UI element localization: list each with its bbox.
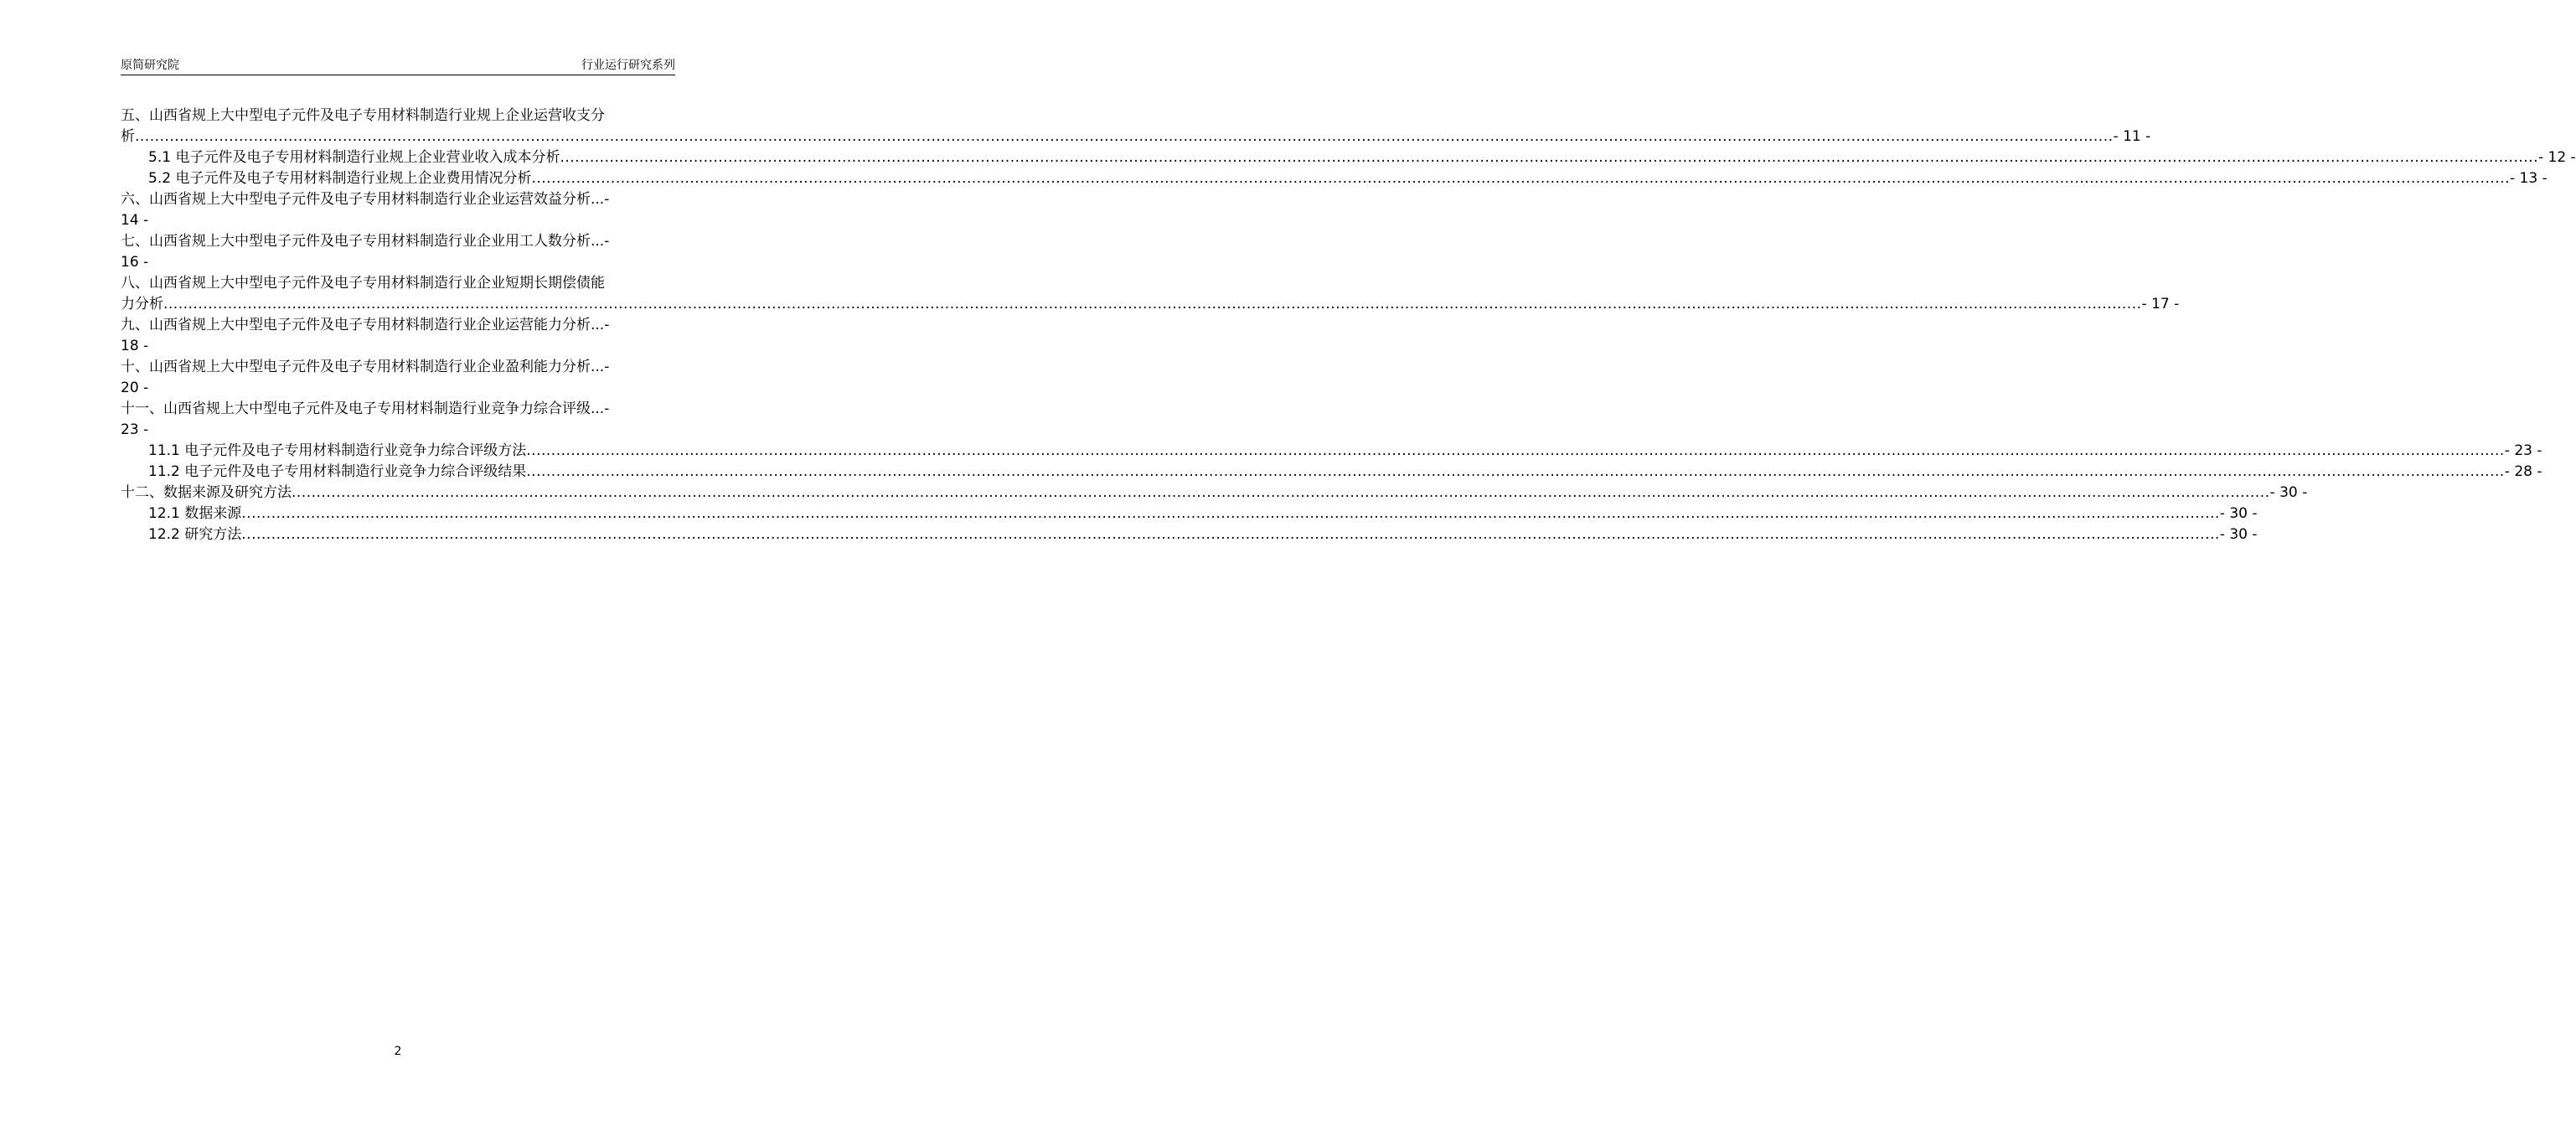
toc-leader-dots: ................................................................................................................................................................................................................................................................................................................................................................................................................	[526, 442, 2505, 459]
toc-entry-page: - 13 -	[2509, 170, 2548, 187]
toc-entry-title: 力分析	[121, 296, 163, 312]
toc-leader-dots: ................................................................................................................................................................................................................................................................................................................................................................................................................	[531, 170, 2510, 187]
toc-leader-dots: ................................................................................................................................................................................................................................................................................................................................................................................................................	[292, 484, 2270, 501]
toc-entry-page: - 28 -	[2504, 463, 2542, 480]
toc-leader-dots: ................................................................................................................................................................................................................................................................................................................................................................................................................	[163, 296, 2142, 312]
toc-entry[interactable]: 八、山西省规上大中型电子元件及电子专用材料制造行业企业短期长期偿债能	[121, 275, 605, 292]
toc-entry-title: 析	[121, 128, 135, 145]
toc-entry-page: - 30 -	[2219, 505, 2258, 522]
page-header	[121, 55, 675, 75]
toc-leader-dots: ................................................................................................................................................................................................................................................................................................................................................................................................................	[526, 463, 2505, 480]
toc-entry-title: 11.2 电子元件及电子专用材料制造行业竞争力综合评级结果	[148, 463, 527, 480]
toc-entry-title: 5.2 电子元件及电子专用材料制造行业规上企业费用情况分析	[148, 170, 532, 187]
toc-entry-page: - 30 -	[2219, 526, 2258, 543]
toc-entry-row[interactable]	[121, 483, 2308, 504]
toc-entry-row[interactable]	[121, 127, 2151, 147]
toc-entry-row[interactable]	[121, 168, 2548, 189]
toc-entry-row[interactable]	[121, 147, 2576, 168]
toc-entry-page: - 30 -	[2269, 484, 2308, 501]
toc-entry-row[interactable]	[121, 524, 2258, 545]
toc-entry-page: 23 -	[121, 421, 149, 438]
toc-entry-row[interactable]	[121, 441, 2542, 462]
toc-entry-page: 20 -	[121, 380, 149, 396]
toc-entry-title: 11.1 电子元件及电子专用材料制造行业竞争力综合评级方法	[148, 442, 527, 459]
toc-entry-title: 十二、数据来源及研究方法	[121, 484, 292, 501]
toc-entry-page: - 17 -	[2141, 296, 2180, 312]
toc-leader-dots: ................................................................................................................................................................................................................................................................................................................................................................................................................	[135, 128, 2114, 145]
header-series: 行业运行研究系列	[581, 59, 675, 72]
page-number: 2	[394, 1045, 402, 1058]
toc-entry-page: 16 -	[121, 254, 149, 271]
toc-entry-page: 18 -	[121, 338, 149, 354]
toc-entry-page: - 11 -	[2113, 128, 2151, 145]
toc-entry[interactable]: 十、山西省规上大中型电子元件及电子专用材料制造行业企业盈利能力分析...-	[121, 359, 610, 375]
toc-leader-dots: ................................................................................................................................................................................................................................................................................................................................................................................................................	[241, 526, 2220, 543]
toc-entry-page: - 12 -	[2537, 149, 2576, 166]
toc-leader-dots: ................................................................................................................................................................................................................................................................................................................................................................................................................	[560, 149, 2538, 166]
toc-entry-title: 5.1 电子元件及电子专用材料制造行业规上企业营业收入成本分析	[148, 149, 560, 166]
toc-entry-page: 14 -	[121, 212, 149, 229]
toc-entry-row[interactable]	[121, 294, 2180, 315]
table-of-contents	[121, 106, 2576, 545]
toc-entry[interactable]: 十一、山西省规上大中型电子元件及电子专用材料制造行业竞争力综合评级...-	[121, 400, 610, 417]
toc-entry-row[interactable]	[121, 462, 2542, 483]
toc-entry-title: 12.2 研究方法	[148, 526, 242, 543]
toc-entry[interactable]: 七、山西省规上大中型电子元件及电子专用材料制造行业企业用工人数分析...-	[121, 233, 610, 250]
toc-entry[interactable]: 六、山西省规上大中型电子元件及电子专用材料制造行业企业运营效益分析...-	[121, 191, 610, 208]
toc-entry-row[interactable]	[121, 504, 2258, 524]
toc-entry-title: 12.1 数据来源	[148, 505, 242, 522]
toc-entry-page: - 23 -	[2504, 442, 2542, 459]
header-publisher: 原简研究院	[121, 59, 179, 72]
toc-leader-dots: ................................................................................................................................................................................................................................................................................................................................................................................................................	[241, 505, 2220, 522]
toc-entry[interactable]: 九、山西省规上大中型电子元件及电子专用材料制造行业企业运营能力分析...-	[121, 317, 610, 333]
toc-entry[interactable]: 五、山西省规上大中型电子元件及电子专用材料制造行业规上企业运营收支分	[121, 107, 605, 124]
